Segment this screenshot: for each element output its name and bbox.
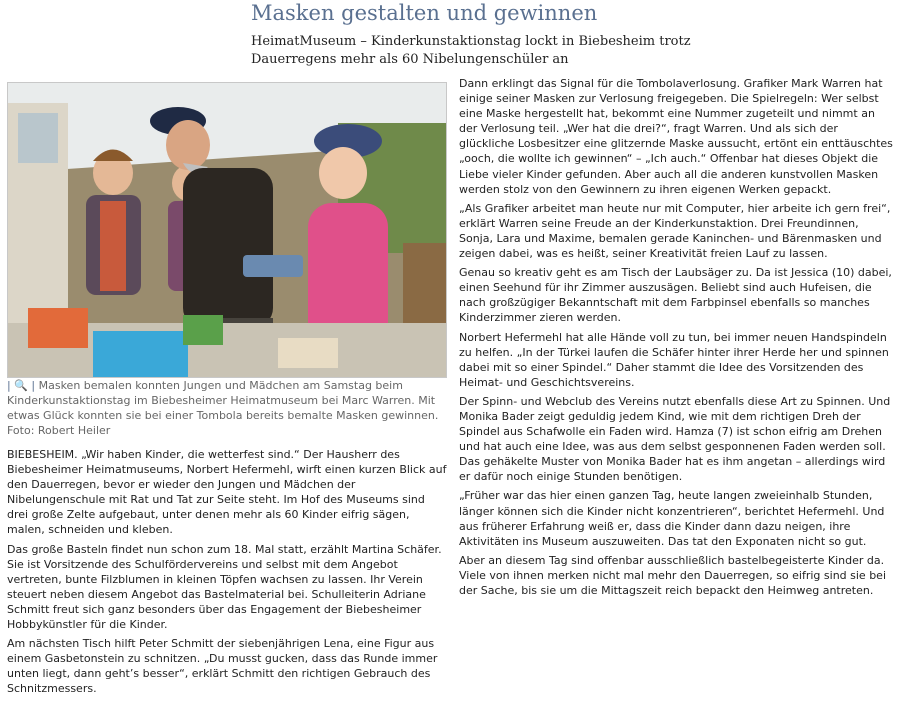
article-paragraph: „Als Grafiker arbeitet man heute nur mit Computer, hier arbeite ich gern frei“, erklärt Warren seine Freude an der Kinderkunstaktion. Drei Freundinnen, Sonja, Lara und Maxime, bemalen gerade Kaninchen- und Bärenmasken und zeigen dabei, was es heißt, seiner Kreativität freien Lauf zu lassen. <box>459 201 891 261</box>
photo-caption-text: Masken bemalen konnten Jungen und Mädchen am Samstag beim Kinderkunstaktionstag im Biebesheimer Heimatmuseum bei Marc Warren. Mit etwas Glück konnten sie bei einer Tombola bereits bemalte Masken gewinnen. Foto: Robert Heiler <box>7 379 439 437</box>
article-paragraph: Dann erklingt das Signal für die Tombolaverlosung. Grafiker Mark Warren hat einige seiner Masken zur Verlosung freigegeben. Die Spielregeln: Wer selbst eine Maske hergestellt hat, bekommt eine Nummer zugeteilt und nimmt an der Verlosung teil. „Wer hat die drei?“, fragt Warren. Und als sich der glückliche Losbesitzer eine glitzernde Maske aussucht, ertönt ein enttäuschtes „ooch, die wollte ich gewinnen“ – „Ich auch.“ Offenbar hat dieses Objekt die Liebe vieler Kinder gefunden. Aber auch all die anderen kunstvollen Masken werden stolz von den Gewinnern zu ihren eigenen Werken gepackt. <box>459 77 893 196</box>
photo-illustration <box>8 83 447 378</box>
article-paragraph: Am nächsten Tisch hilft Peter Schmitt der siebenjährigen Lena, eine Figur aus einem Gasbetonstein zu schnitzen. „Du musst gucken, dass das Runde immer unten liegt, dann geht’s besser“, erklärt Schmitt den richtigen Gebrauch des Schnitzmessers. <box>7 637 438 696</box>
article-subheadline: HeimatMuseum – Kinderkunstaktionstag lockt in Biebesheim trotz Dauerregens mehr als 60 Nibelungenschüler an <box>251 34 691 67</box>
article-paragraph: „Früher war das hier einen ganzen Tag, heute langen zweieinhalb Stunden, länger können sich die Kinder nicht konzentrieren“, berichtet Hefermehl. Und aus früherer Erfahrung weiß er, dass die Kinder dann dazu neigen, ihre Aktivitäten ins Museum auszuweiten. Das tat den Exponaten nicht so gut. <box>459 489 885 548</box>
article-paragraph: Norbert Hefermehl hat alle Hände voll zu tun, bei immer neuen Handspindeln zu helfen. „In der Türkei laufen die Schäfer hinter ihrer Herde her und spinnen dabei mit so einer Spindel.“ Daher stammt die Idee des Vorsitzenden des Heimat- und Geschichtsvereins. <box>459 330 889 389</box>
article-body-left <box>7 447 447 701</box>
article-paragraph: Genau so kreativ geht es am Tisch der Laubsäger zu. Da ist Jessica (10) dabei, einen Seehund für ihr Zimmer auszusägen. Beliebt sind auch Hufeisen, die nach großzügiger Bekanntschaft mit dem Farbpinsel ebenfalls so manches Kinderzimmer zieren werden. <box>459 266 892 325</box>
photo-caption <box>7 378 447 438</box>
article-body-right <box>459 76 896 602</box>
article-photo[interactable] <box>7 82 447 378</box>
article-headline: Masken gestalten und gewinnen <box>251 1 598 25</box>
article-paragraph: Aber an diesem Tag sind offenbar ausschließlich bastelbegeisterte Kinder da. Viele von ihnen merken nicht mal mehr den Dauerregen, so eifrig sind sie bei der Sache, bis sie um die Mittagszeit reich bepackt den Heimweg antreten. <box>459 553 886 597</box>
zoom-icon[interactable]: | 🔍 | <box>7 379 36 392</box>
article-paragraph: Der Spinn- und Webclub des Vereins nutzt ebenfalls diese Art zu Spinnen. Und Monika Bader zeigt geduldig jedem Kind, wie mit dem richtigen Dreh der Spindel aus Schafwolle ein Faden wird. Hamza (7) ist schon eifrig am Drehen und hat auch eine Idee, was aus dem selbst gesponnenen Faden werden soll. Das gehäkelte Muster von Monika Bader hat es ihm angetan – allerdings wird er dafür noch einige Stunden benötigen. <box>459 394 891 484</box>
article-paragraph: BIEBESHEIM. „Wir haben Kinder, die wetterfest sind.“ Der Hausherr des Biebesheimer Heimatmuseums, Norbert Hefermehl, wirft einen kurzen Blick auf den Dauerregen, bevor er wieder den Jungen und Mädchen der Nibelungenschule mit Rat und Tat zur Seite steht. Im Hof des Museums sind drei große Zelte aufgebaut, unter denen mehr als 60 Kinder eifrig sägen, malen, schneiden und kleben. <box>7 448 447 537</box>
article-paragraph: Das große Basteln findet nun schon zum 18. Mal statt, erzählt Martina Schäfer. Sie ist Vorsitzende des Schulfördervereins und selbst mit dem Angebot vertreten, bunte Filzblumen in kleinen Töpfen wachsen zu lassen. Ihr Verein steuert neben diesem Angebot das Bastelmaterial bei. Schulleiterin Adriane Schmitt freut sich ganz besonders über das Engagement der Biebesheimer Hobbykünstler für die Kinder. <box>7 542 442 632</box>
